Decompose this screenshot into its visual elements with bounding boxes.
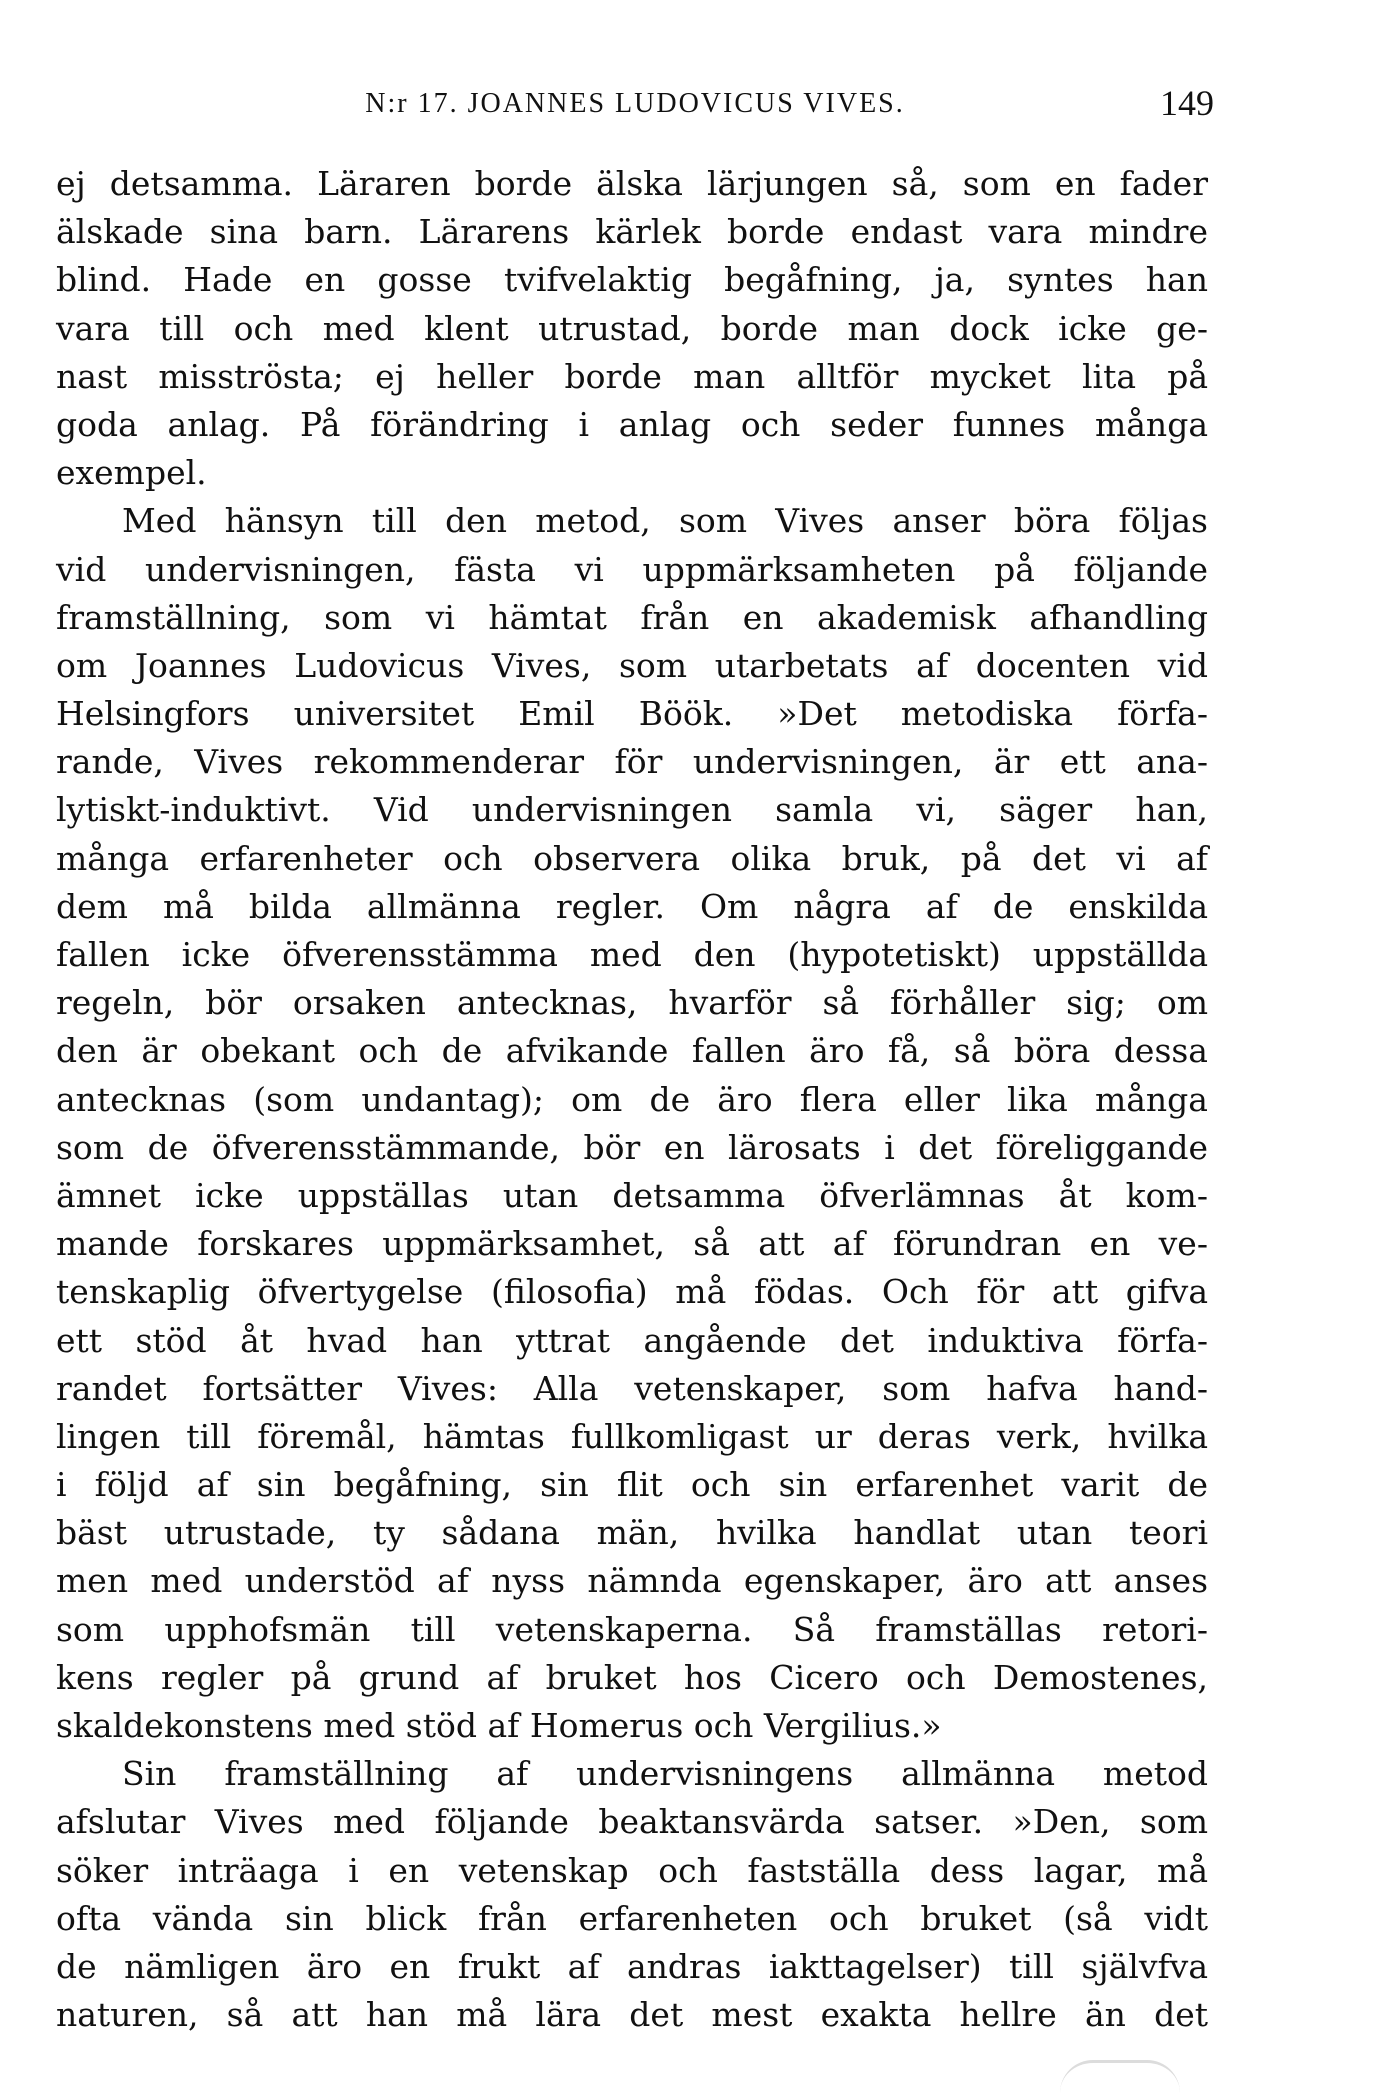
text-line: framställning, som vi hämtat från en akademisk afhandling <box>56 597 1208 637</box>
text-line: ej detsamma. Läraren borde älska lärjungen så, som en fader <box>56 164 1208 203</box>
text-line: mande forskares uppmärksamhet, så att af förundran en ve- <box>56 1224 1208 1264</box>
text-line: exempel. <box>56 453 207 493</box>
text-line: nast misströsta; ej heller borde man alltför mycket lita på <box>56 356 1208 396</box>
text-line: antecknas (som undantag); om de äro flera eller lika många <box>56 1079 1208 1119</box>
text-line: regeln, bör orsaken antecknas, hvarför så förhåller sig; om <box>56 983 1208 1023</box>
text-line: om Joannes Ludovicus Vives, som utarbetats af docenten vid <box>56 645 1208 685</box>
text-line: Helsingfors universitet Emil Böök. »Det metodiska förfa- <box>56 694 1208 734</box>
text-line: lingen till föremål, hämtas fullkomligast ur deras verk, hvilka <box>56 1416 1208 1456</box>
text-line: Med hänsyn till den metod, som Vives anser böra följas <box>122 501 1208 541</box>
text-line: randet fortsätter Vives: Alla vetenskaper, som hafva hand- <box>56 1368 1208 1408</box>
text-line: kens regler på grund af bruket hos Cicero och Demostenes, <box>56 1657 1208 1697</box>
text-line: den är obekant och de afvikande fallen äro få, så böra dessa <box>56 1031 1208 1071</box>
text-line: goda anlag. På förändring i anlag och seder funnes många <box>56 404 1208 444</box>
text-line: men med understöd af nyss nämnda egenskaper, äro att anses <box>56 1561 1208 1601</box>
text-line: rande, Vives rekommenderar för undervisningen, är ett ana- <box>56 742 1208 782</box>
text-line: fallen icke öfverensstämma med den (hypotetiskt) uppställda <box>56 935 1208 974</box>
text-line: ämnet icke uppställas utan detsamma öfverlämnas åt kom- <box>56 1175 1208 1215</box>
text-line: som upphofsmän till vetenskaperna. Så framställas retori- <box>56 1609 1208 1649</box>
text-line: naturen, så att han må lära det mest exakta hellre än det <box>56 1995 1208 2035</box>
text-line: vid undervisningen, fästa vi uppmärksamheten på följande <box>56 549 1208 589</box>
text-line: blind. Hade en gosse tvifvelaktig begåfning, ja, syntes han <box>56 260 1208 300</box>
page-number: 149 <box>1160 83 1214 123</box>
faint-mark <box>1060 2060 1180 2093</box>
text-line: dem må bilda allmänna regler. Om några af de enskilda <box>56 886 1208 926</box>
text-line: ett stöd åt hvad han yttrat angående det induktiva förfa- <box>56 1320 1208 1360</box>
text-line: tenskaplig öfvertygelse (filosofia) må födas. Och för att gifva <box>56 1272 1208 1312</box>
text-line: söker inträaga i en vetenskap och fastställa dess lagar, må <box>56 1850 1208 1890</box>
text-line: många erfarenheter och observera olika bruk, på det vi af <box>56 838 1208 878</box>
text-line: skaldekonstens med stöd af Homerus och Vergilius.» <box>56 1706 942 1745</box>
running-head: N:r 17. JOANNES LUDOVICUS VIVES. <box>365 88 905 119</box>
text-line: bäst utrustade, ty sådana män, hvilka handlat utan teori <box>56 1513 1208 1553</box>
text-line: afslutar Vives med följande beaktansvärda satser. »Den, som <box>56 1802 1208 1842</box>
page-header <box>60 82 1214 123</box>
body-text <box>56 160 1208 2039</box>
text-line: som de öfverensstämmande, bör en lärosats i det föreliggande <box>56 1127 1208 1167</box>
text-line: ofta vända sin blick från erfarenheten och bruket (så vidt <box>56 1898 1208 1938</box>
text-line: vara till och med klent utrustad, borde man dock icke ge- <box>56 308 1208 348</box>
text-line: i följd af sin begåfning, sin flit och sin erfarenhet varit de <box>56 1465 1208 1505</box>
text-line: lytiskt-induktivt. Vid undervisningen samla vi, säger han, <box>56 790 1208 830</box>
text-line: Sin framställning af undervisningens allmänna metod <box>122 1754 1208 1794</box>
text-line: de nämligen äro en frukt af andras iakttagelser) till självfva <box>56 1946 1208 1986</box>
text-line: älskade sina barn. Lärarens kärlek borde endast vara mindre <box>56 212 1208 252</box>
